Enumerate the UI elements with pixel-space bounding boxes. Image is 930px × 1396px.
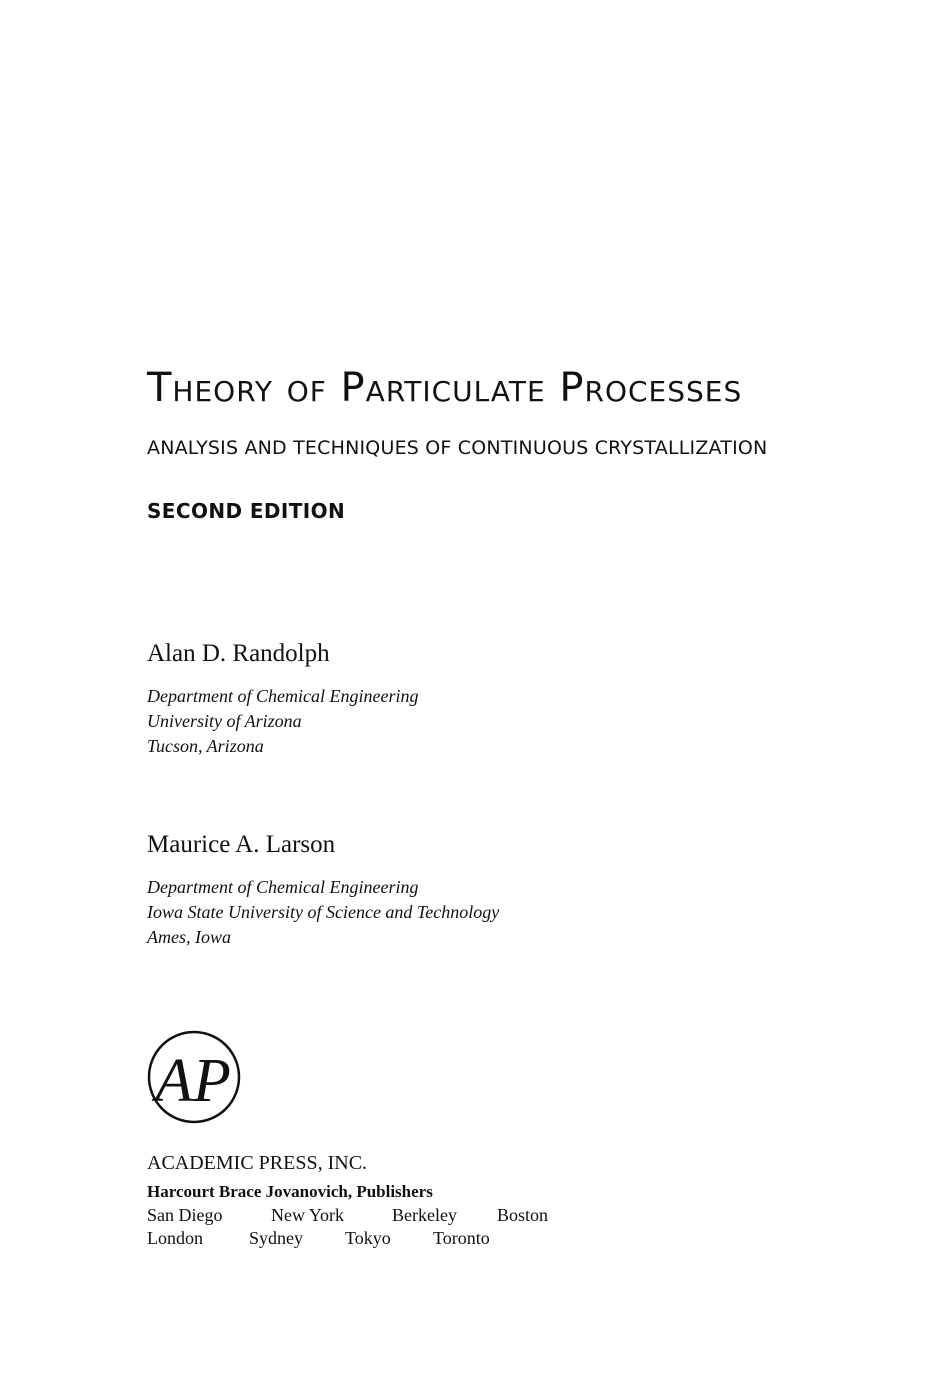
publisher-cities-row-2: [0, 1227, 930, 1251]
affiliation-line: Department of Chemical Engineering: [147, 877, 419, 897]
logo-letters: AP: [155, 1047, 231, 1115]
city-name: London: [147, 1228, 203, 1248]
city-name: Boston: [497, 1205, 549, 1225]
city-name: Berkeley: [392, 1205, 457, 1225]
city-name: New York: [271, 1205, 345, 1225]
publisher-cities-row-1: [0, 1204, 930, 1228]
ap-circle-logo-icon: [146, 1029, 242, 1125]
affiliation-line: Tucson, Arizona: [147, 736, 264, 756]
city-name: San Diego: [147, 1205, 223, 1225]
author-affiliation-randolph: [147, 684, 418, 759]
city-name: Sydney: [249, 1228, 303, 1248]
book-title: Theory of Particulate Processes: [147, 365, 743, 411]
city-name: Toronto: [433, 1228, 490, 1248]
book-subtitle: ANALYSIS AND TECHNIQUES OF CONTINUOUS CRYSTALLIZATION: [147, 437, 768, 459]
affiliation-line: Ames, Iowa: [147, 927, 231, 947]
city-name: Tokyo: [345, 1228, 391, 1248]
affiliation-line: Department of Chemical Engineering: [147, 686, 419, 706]
publisher-name: ACADEMIC PRESS, INC.: [147, 1152, 368, 1174]
affiliation-line: University of Arizona: [147, 711, 302, 731]
affiliation-line: Iowa State University of Science and Technology: [147, 902, 500, 922]
edition-label: SECOND EDITION: [147, 499, 346, 523]
author-name-randolph: Alan D. Randolph: [147, 640, 330, 667]
publisher-parent: Harcourt Brace Jovanovich, Publishers: [147, 1182, 433, 1201]
author-affiliation-larson: [147, 875, 499, 950]
author-name-larson: Maurice A. Larson: [147, 831, 336, 858]
